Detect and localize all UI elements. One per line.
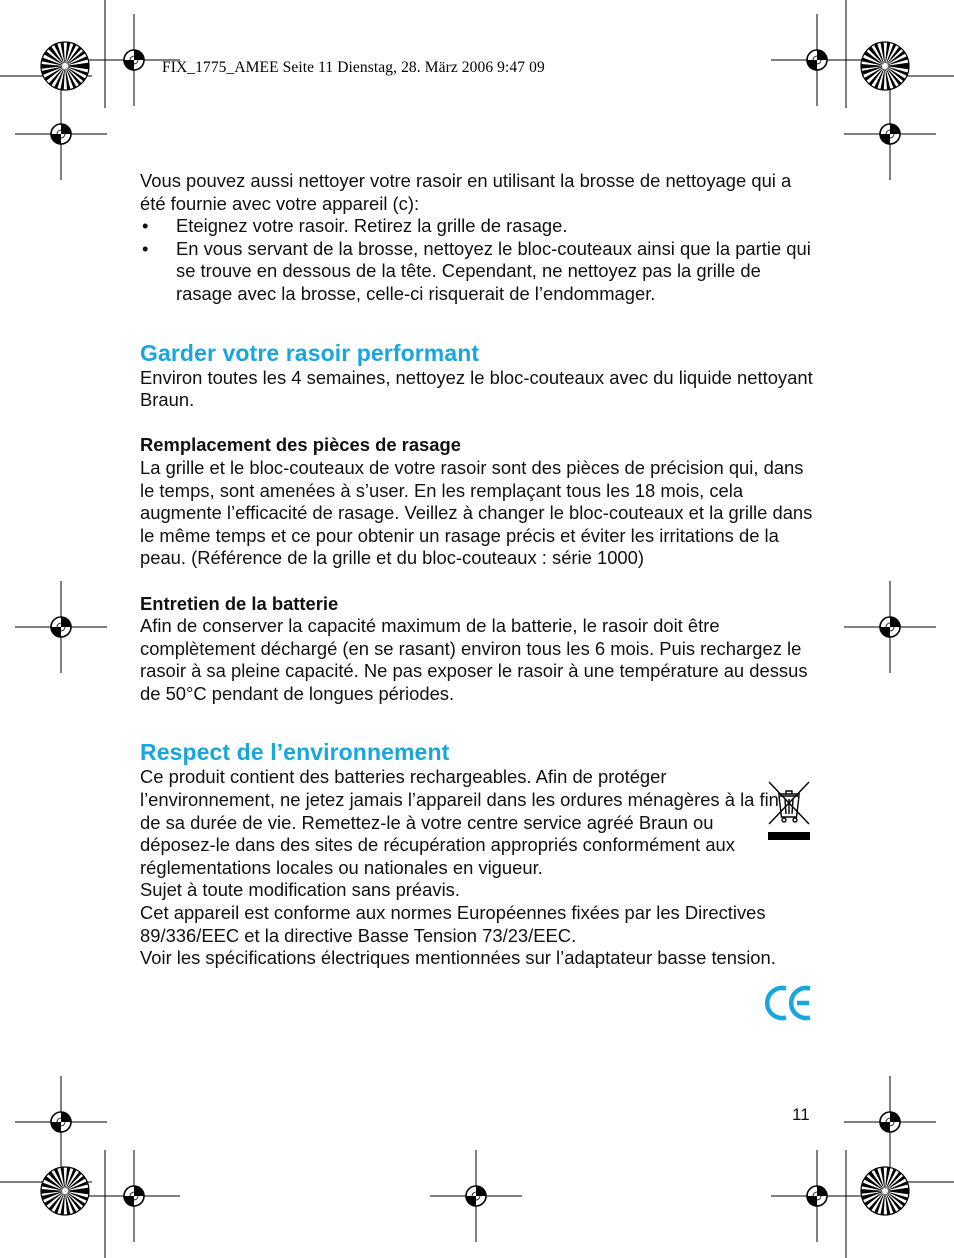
bullet-dot: • (142, 215, 149, 237)
subheading-replacement: Remplacement des pièces de rasage (140, 434, 461, 456)
registration-mark-icon (844, 581, 936, 673)
crossed-out-wheeled-bin-icon (767, 780, 811, 842)
replacement-paragraph: La grille et le bloc-couteaux de votre rasoir sont des pièces de précision qui, dans le temps, sont amenées à s’user. En les remplaçant tous les 18 mois, cela augmente l’efficacité de rasage. Veillez à changer le bloc-couteaux et la grille dans le même temps et ce pour obtenir un rasage précis et éviter les irritations de la peau. (Référence de la grille et du bloc-couteaux : série 1000) (140, 456, 813, 569)
page-number: 11 (792, 1105, 810, 1124)
registration-mark-icon (844, 1076, 936, 1168)
starburst-target-icon (861, 42, 909, 90)
list-item: • En vous servant de la brosse, nettoyez le bloc-couteaux ainsi que la partie qui se trouve en dessous de la tête. Cependant, ne nettoyez pas la grille de rasage avec la brosse, celle-ci risquerait de l’endommager. (142, 237, 811, 304)
print-slug: FIX_1775_AMEE Seite 11 Dienstag, 28. März 2006 9:47 09 (162, 59, 545, 76)
starburst-target-icon (41, 42, 89, 90)
registration-mark-icon (15, 88, 107, 180)
registration-mark-icon (430, 1150, 522, 1242)
specs-paragraph: Voir les spécifications électriques mentionnées sur l’adaptateur basse tension. (140, 947, 776, 969)
registration-mark-icon (88, 1150, 180, 1242)
section-heading-performance: Garder votre rasoir performant (140, 339, 480, 366)
battery-paragraph: Afin de conserver la capacité maximum de la batterie, le rasoir doit être complètement déchargé (en se rasant) environ tous les 6 mois. Puis rechargez le rasoir à sa pleine capacité. Ne pas exposer le rasoir à une température au dessus de 50°C pendant de longues périodes. (140, 615, 808, 704)
page-content (140, 170, 818, 970)
registration-mark-icon (15, 1076, 107, 1168)
list-item: • Eteignez votre rasoir. Retirez la grille de rasage. (142, 215, 568, 237)
section-heading-environment: Respect de l’environnement (140, 739, 450, 766)
bullet-list (140, 215, 818, 305)
bullet-dot: • (142, 237, 149, 259)
subheading-battery: Entretien de la batterie (140, 592, 339, 614)
starburst-target-icon (41, 1167, 89, 1215)
ce-mark-icon (765, 984, 813, 1022)
performance-paragraph: Environ toutes les 4 semaines, nettoyez le bloc-couteaux avec du liquide nettoyant Braun. (140, 366, 813, 411)
starburst-target-icon (861, 1167, 909, 1215)
registration-mark-icon (844, 88, 936, 180)
environment-paragraph: Ce produit contient des batteries rechargeables. Afin de protéger l’environnement, ne jetez jamais l’appareil dans les ordures ménagères à la fin de sa durée de vie. Remettez-le à votre centre service agréé Braun ou déposez-le dans des sites de récupération appropriés conformément aux réglementations locales ou nationales en vigueur. (140, 766, 779, 878)
conformity-paragraph: Cet appareil est conforme aux normes Européennes fixées par les Directives 89/336/EEC et la directive Basse Tension 73/23/EEC. (140, 902, 766, 946)
registration-mark-icon (15, 581, 107, 673)
notice-paragraph: Sujet à toute modification sans préavis. (140, 879, 460, 901)
registration-mark-icon (771, 1150, 863, 1242)
registration-mark-icon (771, 14, 863, 106)
intro-paragraph: Vous pouvez aussi nettoyer votre rasoir en utilisant la brosse de nettoyage qui a été fournie avec votre appareil (c): (140, 170, 792, 214)
